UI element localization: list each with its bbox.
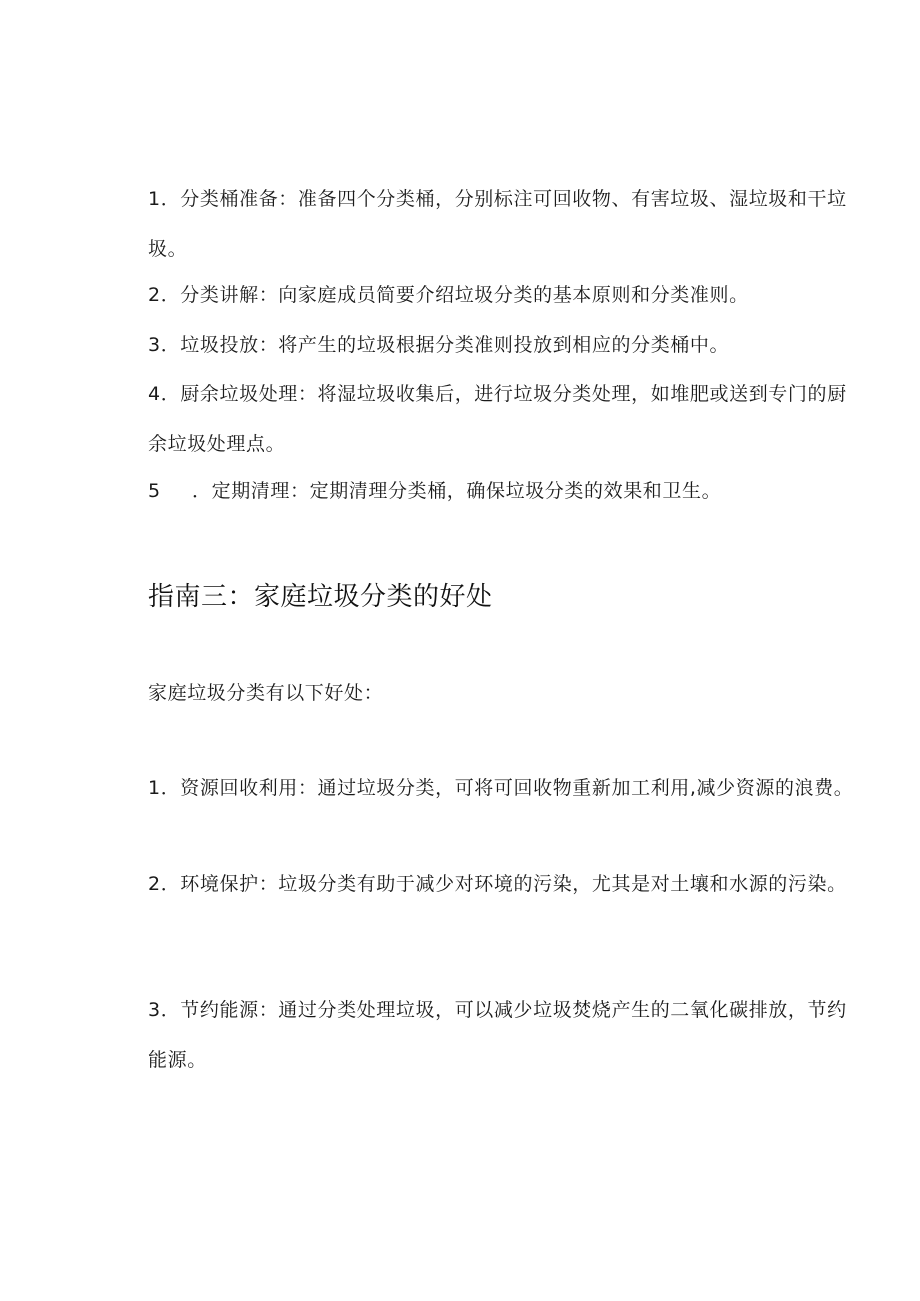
item-number: 1 <box>148 188 161 210</box>
item-number: 4 <box>148 383 161 405</box>
item-text: ．垃圾投放：将产生的垃圾根据分类准则投放到相应的分类桶中。 <box>160 334 730 356</box>
item-number: 3 <box>148 999 161 1021</box>
item-text: ．节约能源：通过分类处理垃圾，可以减少垃圾焚烧产生的二氧化碳排放，节约能源。 <box>148 999 847 1071</box>
item-number: 2 <box>148 284 161 306</box>
list-item <box>106 320 860 370</box>
item-text: ．环境保护：垃圾分类有助于减少对环境的污染，尤其是对土壤和水源的污染。 <box>160 873 847 895</box>
item-number: 1 <box>148 777 161 799</box>
item-number: 5 <box>148 480 161 502</box>
item-number: 3 <box>148 334 161 356</box>
list-item <box>106 466 860 516</box>
list-item <box>106 174 860 274</box>
list-item <box>106 763 860 813</box>
list-item <box>106 270 860 320</box>
item-text: ．资源回收利用：通过垃圾分类，可将可回收物重新加工利用,减少资源的浪费。 <box>160 777 854 799</box>
item-text: ．分类桶准备：准备四个分类桶，分别标注可回收物、有害垃圾、湿垃圾和干垃圾。 <box>148 188 847 260</box>
item-text: ．分类讲解：向家庭成员简要介绍垃圾分类的基本原则和分类准则。 <box>160 284 749 306</box>
item-text: ．厨余垃圾处理：将湿垃圾收集后，进行垃圾分类处理，如堆肥或送到专门的厨余垃圾处理点。 <box>148 383 847 455</box>
list-item <box>106 369 860 469</box>
section-heading: 指南三：家庭垃圾分类的好处 <box>148 581 493 611</box>
item-text: ．定期清理：定期清理分类桶，确保垃圾分类的效果和卫生。 <box>192 480 722 502</box>
list-item <box>106 859 860 909</box>
item-number: 2 <box>148 873 161 895</box>
list-item <box>106 985 860 1085</box>
intro-text: 家庭垃圾分类有以下好处： <box>148 682 384 704</box>
